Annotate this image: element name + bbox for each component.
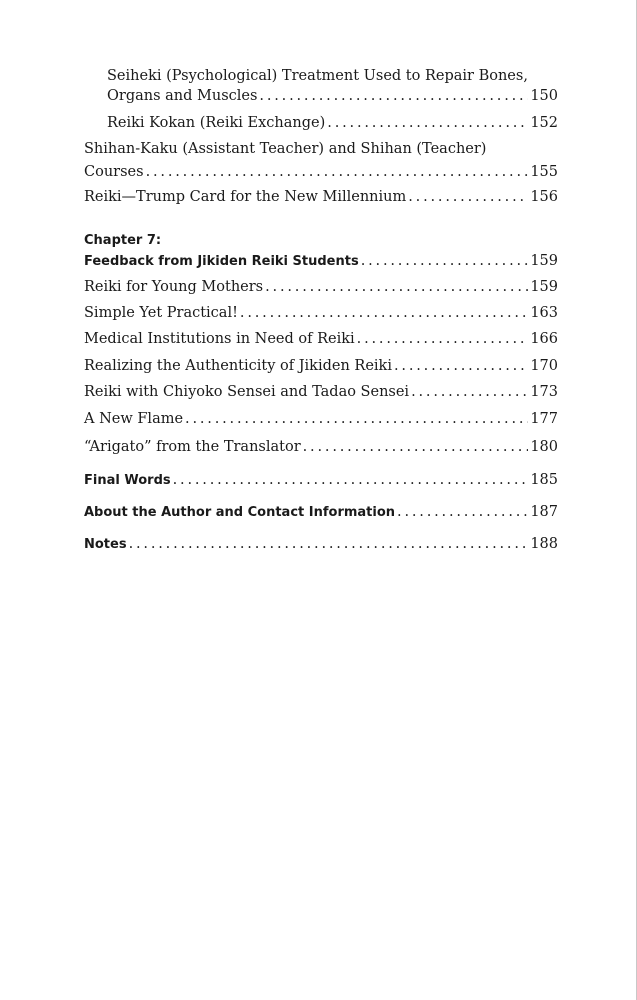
toc-page-number: 170 [530,358,558,374]
toc-entry-title-line: Seiheki (Psychological) Treatment Used to Repair Bones, [107,68,528,84]
toc-entry-about-author[interactable] [84,502,558,523]
toc-entry-arigato[interactable] [84,437,558,457]
dot-leader [240,303,528,323]
toc-entry-title: Reiki with Chiyoko Sensei and Tadao Sensei [84,384,410,400]
dot-leader [394,356,528,376]
toc-page-number: 163 [530,305,558,321]
toc-entry-title: Reiki Kokan (Reiki Exchange) [107,115,326,131]
toc-page-number: 159 [530,279,558,295]
toc-page-number: 156 [530,189,558,205]
toc-entry-title: “Arigato” from the Translator [84,439,301,455]
toc-entry-young-mothers[interactable] [84,277,558,297]
dot-leader [173,470,529,490]
toc-chapter-title: Feedback from Jikiden Reiki Students [84,254,359,269]
toc-page-number: 188 [530,536,558,552]
toc-entry-final-words[interactable] [84,470,558,491]
toc-entry-chapter-title[interactable] [84,251,558,272]
dot-leader [265,277,528,297]
toc-entry-title-line: Courses [84,164,144,180]
toc-entry-seiheki[interactable] [107,66,558,106]
toc-entry-title: Simple Yet Practical! [84,305,238,321]
dot-leader [303,437,529,457]
dot-leader [408,187,528,207]
toc-entry-shihan-kaku[interactable] [84,139,558,182]
dot-leader [411,382,528,402]
toc-page-number: 177 [530,411,558,427]
toc-page-number: 159 [530,253,558,269]
dot-leader [327,113,528,133]
toc-entry-title-line: Organs and Muscles [107,88,258,104]
toc-entry-medical-institutions[interactable] [84,329,558,349]
toc-section-title: Notes [84,537,127,552]
toc-entry-title: Realizing the Authenticity of Jikiden Reiki [84,358,392,374]
toc-entry-chiyoko-tadao[interactable] [84,382,558,402]
toc-entry-title: Medical Institutions in Need of Reiki [84,331,355,347]
toc-section-title: Final Words [84,473,171,488]
toc-page-number: 185 [530,472,558,488]
dot-leader [129,534,529,554]
toc-entry-trump-card[interactable] [84,187,558,207]
toc-page-number: 155 [530,164,558,180]
toc-entry-new-flame[interactable] [84,409,558,429]
toc-page-number: 180 [530,439,558,455]
dot-leader [361,251,529,271]
toc-entry-title-line: Shihan-Kaku (Assistant Teacher) and Shihan (Teacher) [84,141,487,157]
toc-page-number: 187 [530,504,558,520]
toc-entry-authenticity[interactable] [84,356,558,376]
dot-leader [146,162,529,182]
toc-entry-title: Reiki for Young Mothers [84,279,264,295]
toc-page-number: 166 [530,331,558,347]
dot-leader [397,502,528,522]
toc-page-number: 150 [530,88,558,104]
toc-entry-reiki-kokan[interactable] [107,113,558,133]
toc-entry-notes[interactable] [84,534,558,555]
toc-section-title: About the Author and Contact Information [84,505,396,520]
dot-leader [357,329,529,349]
dot-leader [259,86,528,106]
dot-leader [185,409,528,429]
toc-entry-title: Reiki—Trump Card for the New Millennium [84,189,407,205]
toc-page-number: 173 [530,384,558,400]
toc-entry-title: A New Flame [84,411,184,427]
chapter-label: Chapter 7: [84,233,162,248]
toc-page-number: 152 [530,115,558,131]
toc-entry-simple-yet-practical[interactable] [84,303,558,323]
